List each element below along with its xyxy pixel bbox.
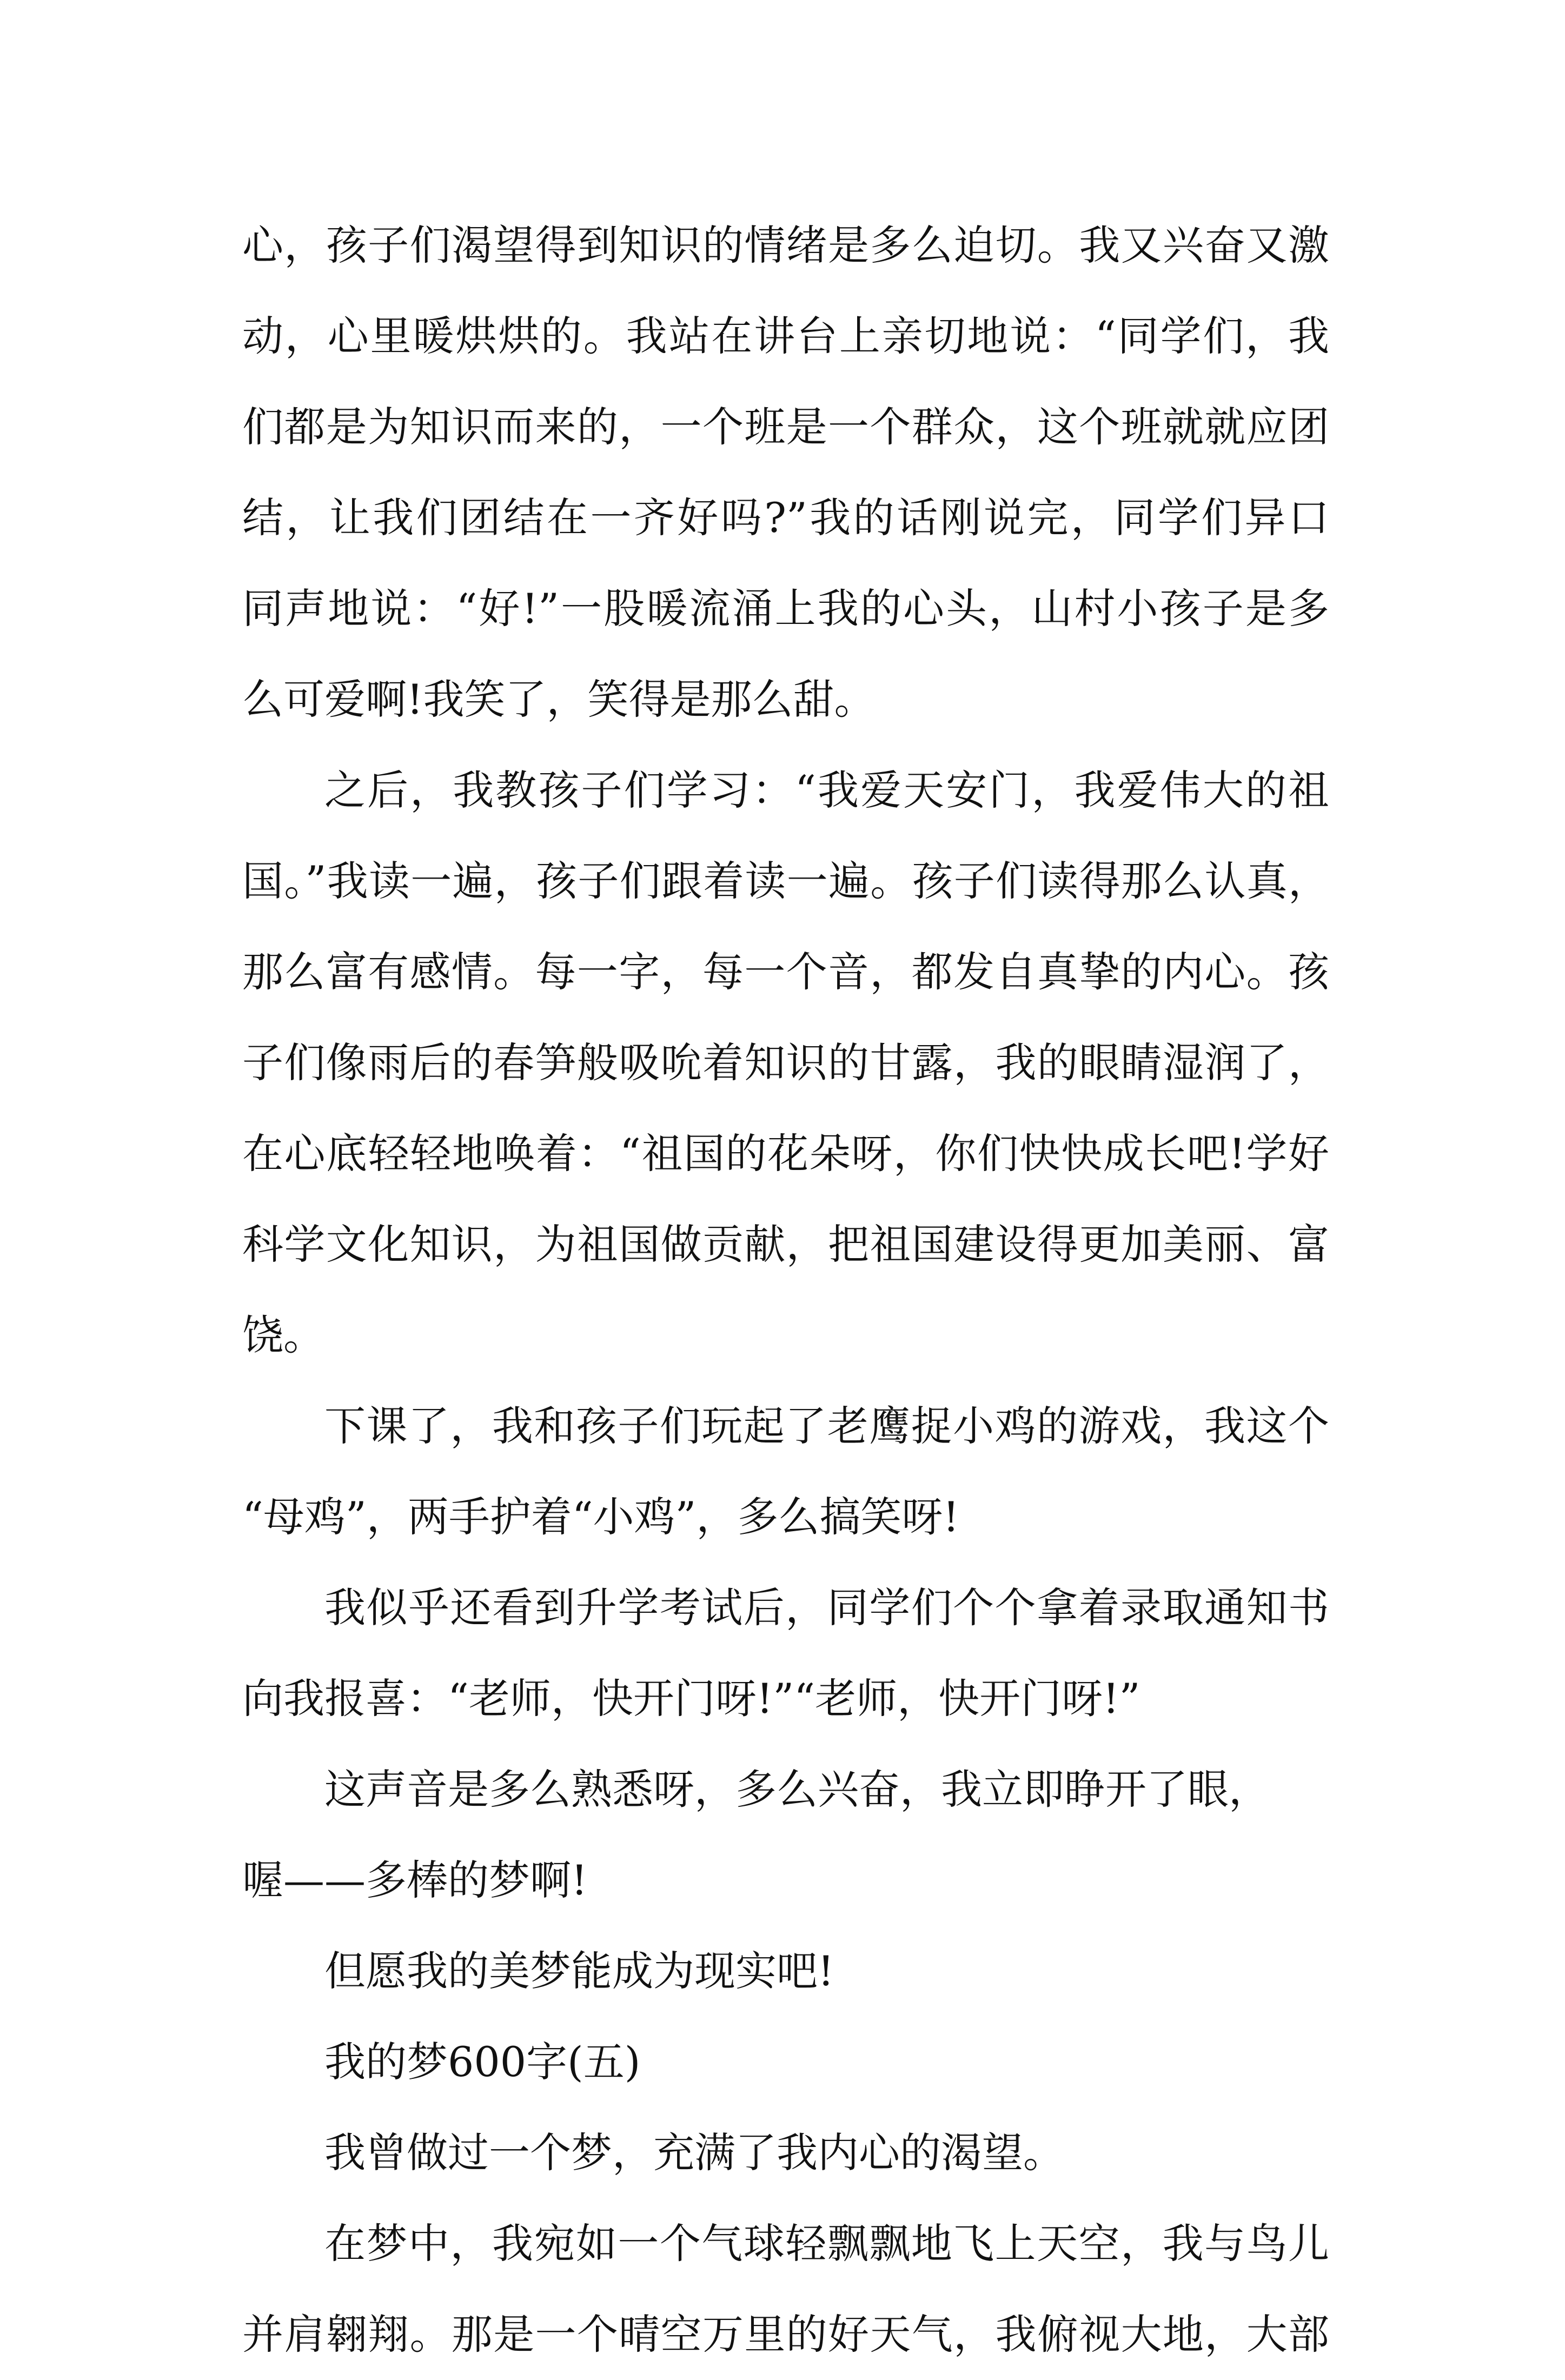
text-line: 向我报喜：“老师，快开门呀!”“老师，快开门呀!”: [242, 1674, 1140, 1723]
text-line: 结，让我们团结在一齐好吗?”我的话刚说完，同学们异口: [242, 494, 1329, 542]
text-line: 饶。: [242, 1311, 324, 1359]
document-body: [242, 200, 1329, 2380]
text-line: 下课了，我和孩子们玩起了老鹰捉小鸡的游戏，我这个: [324, 1402, 1329, 1450]
text-line: 喔——多棒的梦啊!: [242, 1856, 588, 1904]
text-line: 在心底轻轻地唤着：“祖国的花朵呀，你们快快成长吧!学好: [242, 1129, 1329, 1178]
text-line: 同声地说：“好!”一股暖流涌上我的心头，山村小孩子是多: [242, 584, 1329, 633]
text-line: 在梦中，我宛如一个气球轻飘飘地飞上天空，我与鸟儿: [324, 2219, 1329, 2268]
text-line: 我曾做过一个梦，充满了我内心的渴望。: [324, 2129, 1064, 2177]
text-line: “母鸡”，两手护着“小鸡”，多么搞笑呀!: [242, 1493, 959, 1541]
text-line: 们都是为知识而来的，一个班是一个群众，这个班就就应团: [242, 403, 1329, 451]
text-line: 我似乎还看到升学考试后，同学们个个拿着录取通知书: [324, 1584, 1329, 1632]
text-line: 科学文化知识，为祖国做贡献，把祖国建设得更加美丽、富: [242, 1220, 1329, 1268]
text-line: 子们像雨后的春笋般吸吮着知识的甘露，我的眼睛湿润了，: [242, 1039, 1329, 1087]
text-line: 但愿我的美梦能成为现实吧!: [324, 1947, 834, 1995]
text-line: 这声音是多么熟悉呀，多么兴奋，我立即睁开了眼，: [324, 1765, 1270, 1813]
text-line: 么可爱啊!我笑了，笑得是那么甜。: [242, 675, 876, 723]
text-line: 动，心里暖烘烘的。我站在讲台上亲切地说：“同学们，我: [242, 312, 1329, 360]
text-line: 心，孩子们渴望得到知识的情绪是多么迫切。我又兴奋又激: [242, 221, 1329, 269]
text-line: 国。”我读一遍，孩子们跟着读一遍。孩子们读得那么认真，: [242, 857, 1329, 905]
text-line: 我的梦600字(五): [324, 2038, 641, 2086]
text-line: 并肩翱翔。那是一个晴空万里的好天气，我俯视大地，大部: [242, 2310, 1329, 2358]
text-line: 之后，我教孩子们学习：“我爱天安门，我爱伟大的祖: [324, 766, 1329, 814]
text-line: 那么富有感情。每一字，每一个音，都发自真挚的内心。孩: [242, 948, 1329, 996]
